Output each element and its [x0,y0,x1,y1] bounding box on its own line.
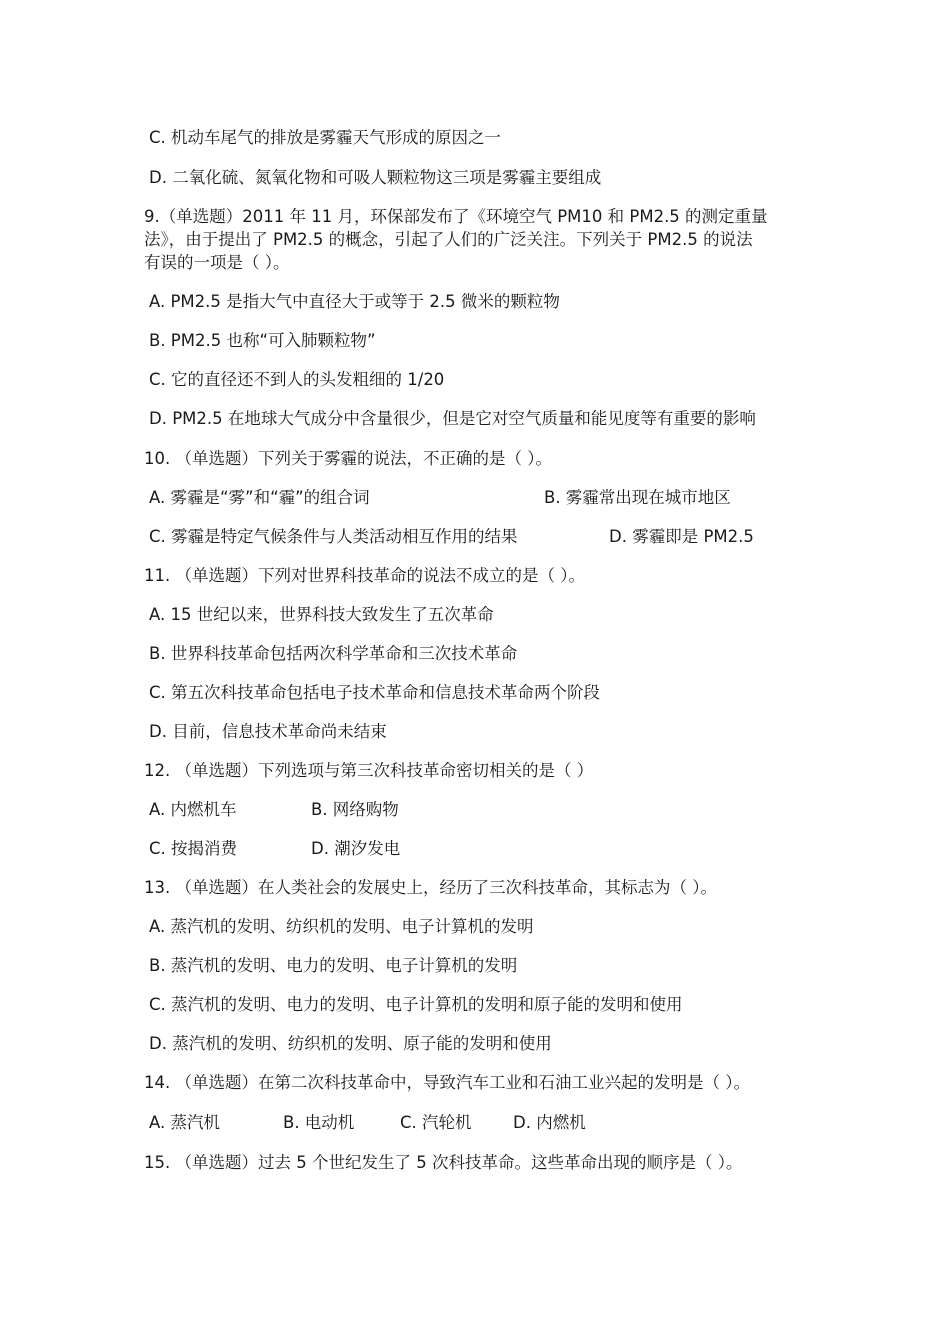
option-b-q10: B. 雾霾常出现在城市地区 [544,488,731,507]
option-a-q9: A. PM2.5 是指大气中直径大于或等于 2.5 微米的颗粒物 [149,292,560,311]
question-9 [144,205,804,274]
question-11: 11. （单选题）下列对世界科技革命的说法不成立的是（ ）。 [144,566,585,585]
question-15: 15. （单选题）过去 5 个世纪发生了 5 次科技革命。这些革命出现的顺序是（ ）。 [144,1153,743,1172]
option-a-q14: A. 蒸汽机 [149,1113,220,1132]
question-12: 12. （单选题）下列选项与第三次科技革命密切相关的是（ ） [144,761,594,780]
option-d-q11: D. 目前，信息技术革命尚未结束 [149,722,387,741]
option-c-q14: C. 汽轮机 [400,1113,472,1132]
option-d-q10: D. 雾霾即是 PM2.5 [609,527,754,546]
option-a-q13: A. 蒸汽机的发明、纺织机的发明、电子计算机的发明 [149,917,534,936]
question-9-line-1: 9.（单选题）2011 年 11 月，环保部发布了《环境空气 PM10 和 PM2.5 的测定重量 [144,207,768,226]
option-d-q12: D. 潮汐发电 [311,839,401,858]
option-d-q8: D. 二氧化硫、氮氧化物和可吸人颗粒物这三项是雾霾主要组成 [149,168,602,187]
option-b-q12: B. 网络购物 [311,800,399,819]
option-a-q10: A. 雾霾是“雾”和“霾”的组合词 [149,488,370,507]
option-b-q13: B. 蒸汽机的发明、电力的发明、电子计算机的发明 [149,956,518,975]
option-b-q9: B. PM2.5 也称“可入肺颗粒物” [149,331,376,350]
question-9-line-3: 有误的一项是（ ）。 [144,253,290,272]
question-9-line-2: 法》，由于提出了 PM2.5 的概念，引起了人们的广泛关注。下列关于 PM2.5 的说法 [144,230,753,249]
option-c-q10: C. 雾霾是特定气候条件与人类活动相互作用的结果 [149,527,518,546]
question-13: 13. （单选题）在人类社会的发展史上，经历了三次科技革命，其标志为（ ）。 [144,878,717,897]
option-c-q9: C. 它的直径还不到人的头发粗细的 1/20 [149,370,445,389]
option-c-q8: C. 机动车尾气的排放是雾霾天气形成的原因之一 [149,128,502,147]
option-c-q13: C. 蒸汽机的发明、电力的发明、电子计算机的发明和原子能的发明和使用 [149,995,683,1014]
option-b-q14: B. 电动机 [283,1113,355,1132]
question-10: 10. （单选题）下列关于雾霾的说法，不正确的是（ ）。 [144,449,552,468]
option-a-q12: A. 内燃机车 [149,800,237,819]
option-c-q11: C. 第五次科技革命包括电子技术革命和信息技术革命两个阶段 [149,683,601,702]
option-d-q9: D. PM2.5 在地球大气成分中含量很少，但是它对空气质量和能见度等有重要的影响 [149,409,756,428]
option-b-q11: B. 世界科技革命包括两次科学革命和三次技术革命 [149,644,518,663]
option-d-q13: D. 蒸汽机的发明、纺织机的发明、原子能的发明和使用 [149,1034,552,1053]
question-14: 14. （单选题）在第二次科技革命中，导致汽车工业和石油工业兴起的发明是（ ）。 [144,1073,750,1092]
option-c-q12: C. 按揭消费 [149,839,238,858]
option-a-q11: A. 15 世纪以来，世界科技大致发生了五次革命 [149,605,494,624]
option-d-q14: D. 内燃机 [513,1113,586,1132]
